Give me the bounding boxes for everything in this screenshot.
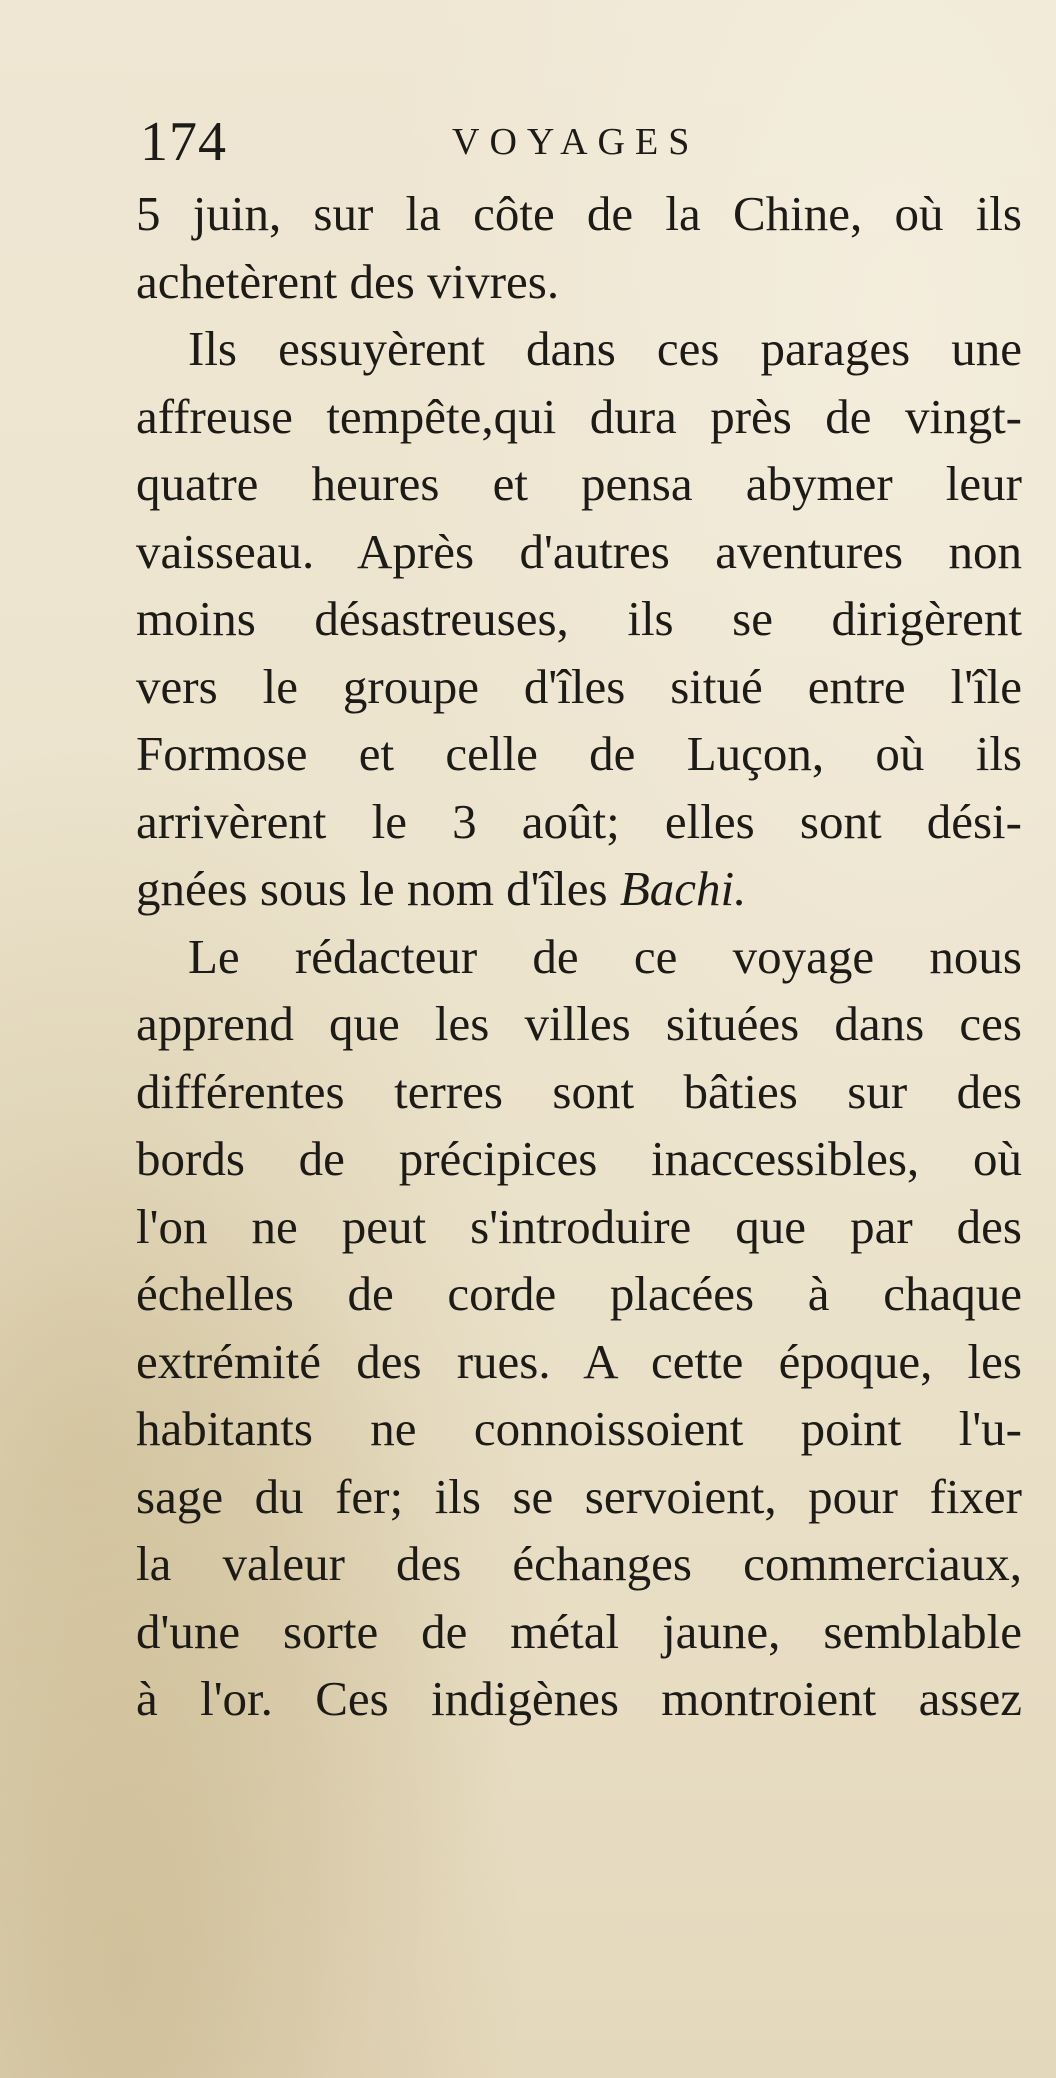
text-line: la valeur des échanges commerciaux, bbox=[136, 1536, 1022, 1591]
running-title: VOYAGES bbox=[452, 121, 700, 163]
text-line: sage du fer; ils se servoient, pour fixer bbox=[136, 1468, 1022, 1524]
paragraph-start-line: Le rédacteur de ce voyage nous bbox=[188, 928, 1022, 984]
text-line: à l'or. Ces indigènes montroient assez bbox=[136, 1671, 1022, 1726]
paragraph-start-line: Ils essuyèrent dans ces parages une bbox=[188, 321, 1022, 376]
text-line: affreuse tempête,qui dura près de vingt- bbox=[136, 388, 1022, 444]
text-line: apprend que les villes situées dans ces bbox=[136, 996, 1022, 1051]
text-line: arrivèrent le 3 août; elles sont dési- bbox=[136, 793, 1022, 849]
text-line: d'une sorte de métal jaune, semblable bbox=[136, 1603, 1022, 1659]
running-head bbox=[140, 112, 1000, 172]
text-line: échelles de corde placées à chaque bbox=[136, 1266, 1022, 1321]
text-line: vaisseau. Après d'autres aventures non bbox=[136, 523, 1022, 579]
text-line: Formose et celle de Luçon, où ils bbox=[136, 726, 1022, 781]
text-line bbox=[136, 855, 1022, 923]
italic-place-name: Bachi. bbox=[619, 861, 747, 916]
text-line: moins désastreuses, ils se dirigèrent bbox=[136, 591, 1022, 646]
body-text bbox=[136, 180, 1022, 1733]
text-line: différentes terres sont bâties sur des bbox=[136, 1063, 1022, 1119]
text-line: vers le groupe d'îles situé entre l'île bbox=[136, 658, 1022, 714]
text-line: habitants ne connoissoient point l'u- bbox=[136, 1401, 1022, 1456]
text-line: extrémité des rues. A cette époque, les bbox=[136, 1333, 1022, 1389]
text-line: l'on ne peut s'introduire que par des bbox=[136, 1198, 1022, 1254]
text-line: achetèrent des vivres. bbox=[136, 253, 560, 309]
text-line: quatre heures et pensa abymer leur bbox=[136, 456, 1022, 511]
text-line: bords de précipices inaccessibles, où bbox=[136, 1131, 1022, 1186]
text-line-roman: gnées sous le nom d'îles bbox=[136, 861, 608, 916]
page-number: 174 bbox=[140, 111, 227, 173]
text-line: 5 juin, sur la côte de la Chine, où ils bbox=[136, 186, 1022, 241]
